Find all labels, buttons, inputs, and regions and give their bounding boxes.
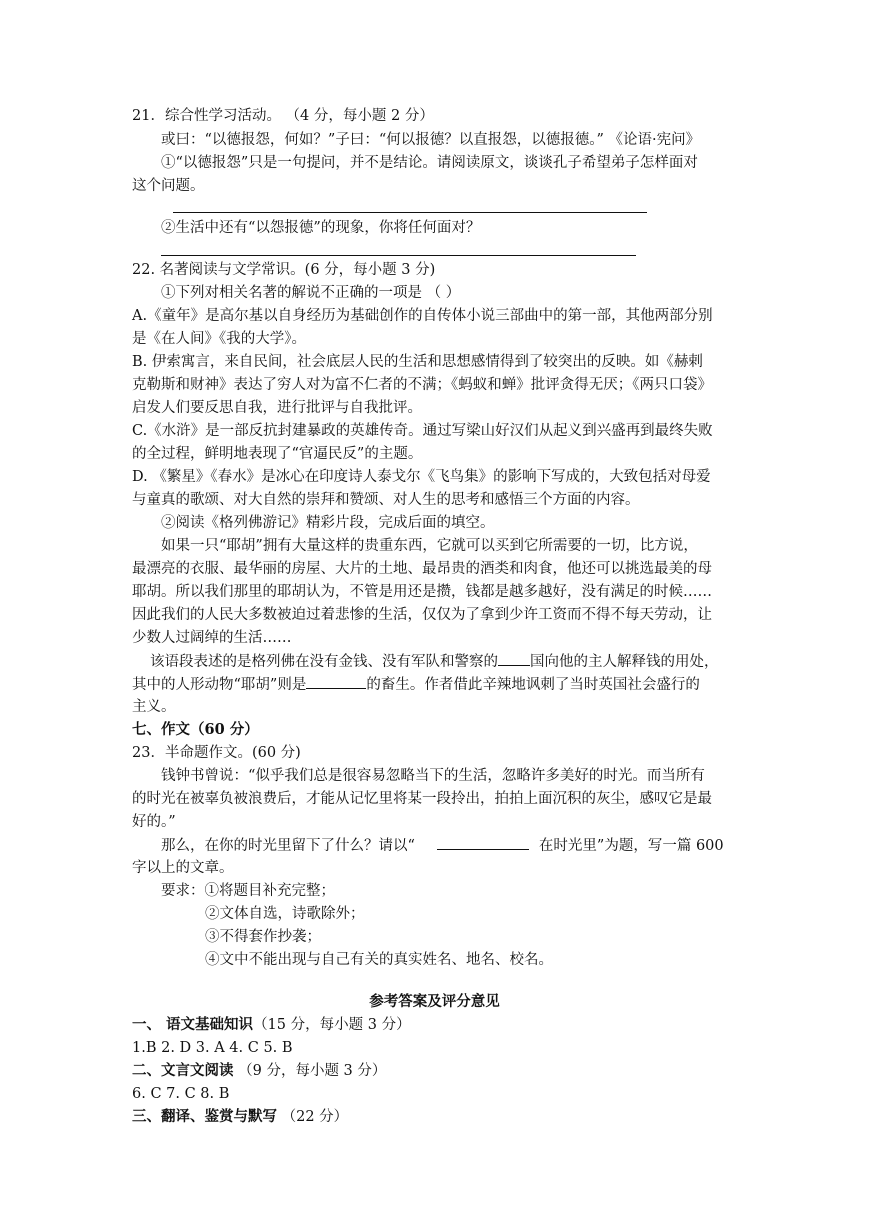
answers-section2	[132, 1061, 386, 1081]
option-b-line2: 克勒斯和财神》表达了穷人对为富不仁者的不满；《蚂蚁和蝉》批评贪得无厌；《两只口袋》	[132, 377, 712, 393]
q23-title: 23．半命题作文。(60 分)	[132, 745, 301, 761]
answers-section2-keys: 6. C 7. C 8. B	[132, 1086, 230, 1102]
answers-section3-note: （22 分）	[277, 1109, 349, 1125]
fill-line1	[150, 651, 719, 672]
fill-line1-text-a: 该语段表述的是格列佛在没有金钱、没有军队和警察的	[150, 654, 498, 670]
essay-prompt-line4	[161, 835, 724, 856]
essay-prompt-line3: 好的。”	[132, 814, 176, 830]
answers-section3	[132, 1107, 348, 1127]
q21-answer-line-2	[161, 255, 636, 256]
requirement-1: 要求：①将题目补充完整；	[161, 883, 335, 899]
passage-line2: 最漂亮的衣服、最华丽的房屋、大片的土地、最昂贵的酒类和肉食，他还可以挑选最美的母	[132, 561, 712, 577]
q22-sub2: ②阅读《格列佛游记》精彩片段，完成后面的填空。	[161, 515, 495, 531]
passage-line4: 因此我们的人民大多数被迫过着悲惨的生活，仅仅为了拿到少许工资而不得不每天劳动，让	[132, 607, 712, 623]
option-d-line2: 与童真的歌颂、对大自然的崇拜和赞颂、对人生的思考和感悟三个方面的内容。	[132, 492, 640, 508]
essay-title-blank	[437, 835, 529, 850]
fill-blank-yahoo	[306, 674, 366, 689]
q21-prompt-1b: 这个问题。	[132, 178, 205, 194]
essay-prompt-line1: 钱钟书曾说：“似乎我们总是很容易忽略当下的生活，忽略许多美好的时光。而当所有	[161, 768, 705, 784]
answers-section2-title: 二、文言文阅读	[132, 1062, 234, 1079]
answers-section3-title: 三、翻译、鉴赏与默写	[132, 1108, 277, 1125]
q21-title: 21．综合性学习活动。 （4 分，每小题 2 分）	[132, 108, 434, 124]
q21-prompt-2: ②生活中还有“以怨报德”的现象，你将任何面对？	[161, 220, 481, 236]
answers-section1-note: （15 分，每小题 3 分）	[253, 1017, 411, 1033]
option-c-line1: C.《水浒》是一部反抗封建暴政的英雄传奇。通过写梁山好汉们从起义到兴盛再到最终失败	[132, 423, 713, 439]
passage-line1: 如果一只“耶胡”拥有大量这样的贵重东西，它就可以买到它所需要的一切，比方说，	[161, 538, 698, 554]
section7-title: 七、作文（60 分）	[132, 721, 259, 738]
essay-prompt-line4-b: 在时光里”为题，写一篇 600	[538, 838, 724, 854]
q21-prompt-1a: ①“以德报怨”只是一句提问，并不是结论。请阅读原文，谈谈孔子希望弟子怎样面对	[161, 155, 698, 171]
q21-answer-line-1	[173, 212, 647, 213]
fill-blank-country	[498, 651, 530, 666]
option-c-line2: 的全过程，鲜明地表现了“官逼民反”的主题。	[132, 446, 423, 462]
fill-line2-text-a: 其中的人形动物“耶胡”则是	[132, 677, 307, 693]
essay-prompt-line2: 的时光在被辜负被浪费后，才能从记忆里将某一段拎出，拍拍上面沉积的灰尘，感叹它是最	[132, 791, 712, 807]
answers-title: 参考答案及评分意见	[369, 993, 500, 1010]
option-d-line1: D. 《繁星》《春水》是冰心在印度诗人泰戈尔《飞鸟集》的影响下写成的，大致包括对母爱	[132, 469, 711, 485]
requirement-2: ②文体自选，诗歌除外；	[205, 906, 365, 922]
requirement-4: ④文中不能出现与自己有关的真实姓名、地名、校名。	[205, 952, 553, 968]
option-b-line1: B. 伊索寓言，来自民间，社会底层人民的生活和思想感情得到了较突出的反映。如《赫剌	[132, 354, 703, 370]
fill-line1-text-b: 国向他的主人解释钱的用处，	[530, 654, 719, 670]
option-a-line2: 是《在人间》《我的大学》。	[132, 331, 306, 347]
fill-line3: 主义。	[132, 699, 176, 715]
fill-line2	[132, 674, 700, 695]
option-a-line1: A.《童年》是高尔基以自身经历为基础创作的自传体小说三部曲中的第一部，其他两部分别	[132, 308, 713, 324]
essay-prompt-line5: 字以上的文章。	[132, 860, 234, 876]
q21-quote: 或曰：“以德报怨，何如？”子曰：“何以报德？以直报怨，以德报德。” 《论语·宪问》	[161, 132, 701, 148]
answers-section2-note: （9 分，每小题 3 分）	[233, 1063, 387, 1079]
option-b-line3: 启发人们要反思自我，进行批评与自我批评。	[132, 400, 422, 416]
passage-line3: 耶胡。所以我们那里的耶胡认为，不管是用还是攒，钱都是越多越好，没有满足的时候……	[132, 584, 712, 600]
passage-line5: 少数人过阔绰的生活……	[132, 630, 292, 646]
requirement-3: ③不得套作抄袭；	[205, 929, 321, 945]
q22-title: 22. 名著阅读与文学常识。(6 分，每小题 3 分)	[132, 262, 436, 278]
answers-section1-title: 一、 语文基础知识	[132, 1016, 254, 1033]
q22-sub1: ①下列对相关名著的解说不正确的一项是 （ ）	[161, 285, 461, 301]
answers-section1-keys: 1.B 2. D 3. A 4. C 5. B	[132, 1040, 293, 1056]
fill-line2-text-b: 的畜生。作者借此辛辣地讽刺了当时英国社会盛行的	[366, 677, 700, 693]
answers-section1	[132, 1015, 411, 1035]
essay-prompt-line4-a: 那么，在你的时光里留下了什么？请以“	[161, 838, 415, 854]
